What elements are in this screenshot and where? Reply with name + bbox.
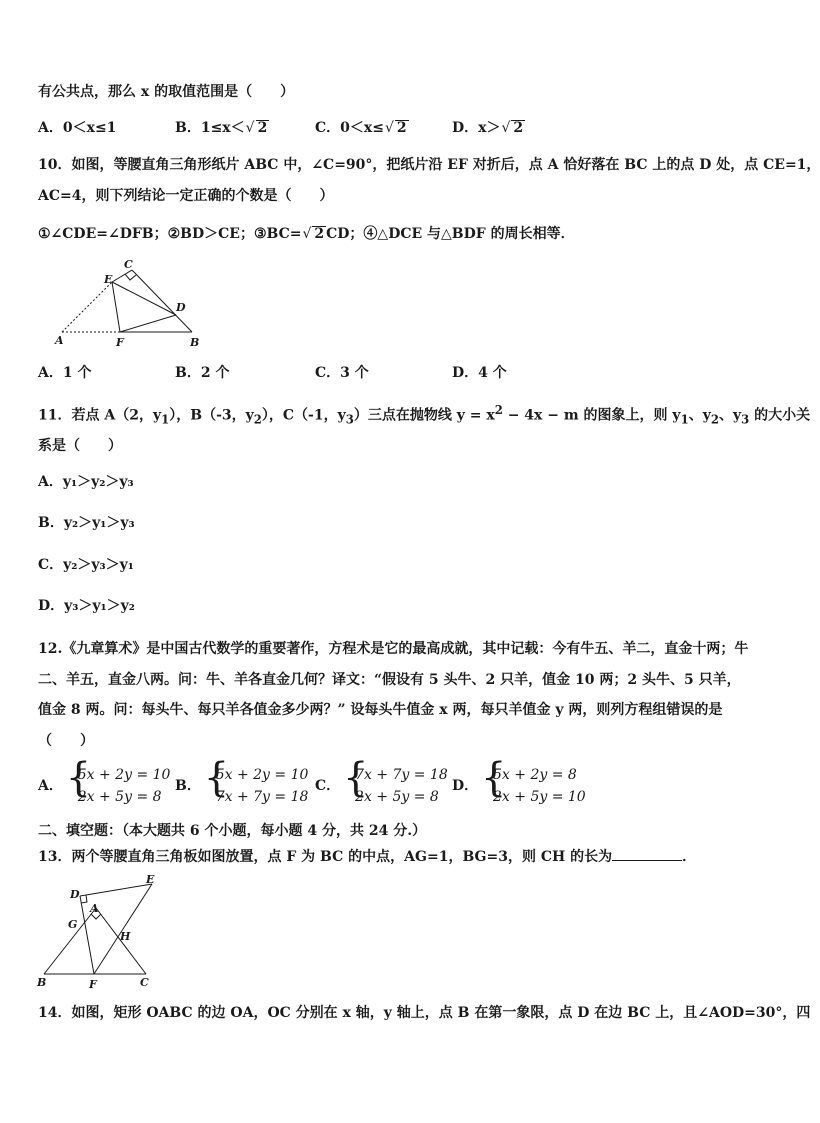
label-f: F — [116, 336, 124, 349]
label-f: F — [89, 978, 97, 991]
equation: 2x + 5y = 8 — [355, 789, 439, 805]
sqrt-symbol: √ — [501, 120, 511, 136]
label-d: D — [70, 888, 80, 901]
q9-option-d-radicand: 2 — [513, 120, 524, 136]
label-c: C — [124, 258, 133, 271]
label-e: E — [104, 273, 113, 286]
label-a: A — [55, 334, 64, 347]
q12-option-a-system — [68, 764, 171, 808]
q11-text-2: ），B（-3，y — [169, 407, 254, 424]
q12-line-3: 值金 8 两。问：每头牛、每只羊各值金多少两？” 设每头牛值金 x 两，每只羊值金 y 两，则列方程组错误的是 — [38, 702, 723, 718]
answer-blank[interactable] — [612, 846, 682, 861]
label-c: C — [140, 976, 149, 989]
segment-de — [80, 884, 152, 896]
q10-line-2: AC=4，则下列结论一定正确的个数是（ ） — [38, 188, 334, 204]
q12-line-4: （ ） — [38, 733, 94, 749]
q11-line-1 — [38, 400, 810, 429]
segment-fd — [120, 315, 176, 332]
equation: 7x + 7y = 18 — [215, 789, 309, 805]
q11-line-2: 系是（ ） — [38, 438, 122, 454]
q11-sub: 3 — [741, 412, 750, 427]
q9-option-b — [175, 118, 269, 138]
q12-option-b-label: B． — [175, 778, 201, 794]
sqrt-symbol: √ — [302, 226, 312, 242]
q13-end: ． — [682, 849, 697, 865]
equation: { 7x + 7y = 18 — [355, 767, 448, 783]
q9-option-c-text: C．0＜x≤ — [315, 120, 384, 136]
q9-option-a: A．0＜x≤1 — [38, 120, 117, 136]
q10-line-3-post: CD；④△DCE 与△BDF 的周长相等． — [326, 226, 575, 242]
q12-option-a-label: A． — [38, 778, 63, 794]
q12-option-d-system — [483, 764, 586, 808]
label-e: E — [146, 873, 155, 886]
q11-sub: 1 — [161, 412, 170, 427]
section-heading-fill-in: 二、填空题：（本大题共 6 个小题，每小题 4 分，共 24 分.） — [38, 823, 427, 839]
q11-sub: 2 — [710, 412, 719, 427]
q12-line-1: 12.《九章算术》是中国古代数学的重要著作，方程术是它的最高成就，其中记载：今有牛五、羊二，直金十两；牛 — [38, 641, 749, 657]
fold-line-ea — [62, 282, 112, 332]
q12-line-2: 二、羊五，直金八两。问：牛、羊各直金几何？译文：“假设有 5 头牛、2 只羊，值金 10 两；2 头牛、5 只羊， — [38, 672, 741, 688]
q14-line-1: 14．如图，矩形 OABC 的边 OA，OC 分别在 x 轴，y 轴上，点 B 在第一象限，点 D 在边 BC 上，且∠AOD=30°，四 — [38, 1005, 811, 1021]
equation: { 5x + 2y = 10 — [215, 767, 309, 783]
q9-option-d — [452, 118, 525, 138]
q10-line-3-pre: ①∠CDE=∠DFB；②BD＞CE；③BC= — [38, 226, 302, 242]
side-ec — [112, 270, 132, 282]
q11-text-5: − 4x − m 的图象上，则 y — [502, 407, 681, 424]
q11-text-3: ），C（-1，y — [261, 407, 346, 424]
label-a: A — [90, 902, 99, 915]
sqrt-symbol: √ — [245, 120, 255, 136]
label-b: B — [37, 976, 47, 989]
q10-line-3 — [38, 224, 575, 244]
q12-option-a — [38, 764, 170, 808]
q13-text: 13．两个等腰直角三角板如图放置，点 F 为 BC 的中点，AG=1，BG=3，则 CH 的长为 — [38, 849, 613, 865]
q11-text-8: 的大小关 — [749, 407, 811, 424]
q9-option-c — [315, 118, 409, 138]
q13-line — [38, 846, 696, 867]
q11-sub: 2 — [253, 412, 262, 427]
q12-option-d — [452, 764, 586, 808]
label-b: B — [190, 336, 200, 349]
q9-option-d-text: D．x＞ — [452, 120, 501, 136]
q10-option-a: A．1 个 — [38, 365, 92, 381]
q11-option-b: B．y₂＞y₁＞y₃ — [38, 515, 135, 531]
q12-option-c — [315, 764, 448, 808]
q11-option-d: D．y₃＞y₁＞y₂ — [38, 598, 135, 614]
q9-continuation: 有公共点，那么 x 的取值范围是（ ） — [38, 84, 295, 100]
q10-line-1: 10．如图，等腰直角三角形纸片 ABC 中，∠C=90°，把纸片沿 EF 对折后，点 A 恰好落在 BC 上的点 D 处，点 CE=1， — [38, 157, 820, 173]
q11-option-c: C．y₂＞y₃＞y₁ — [38, 557, 134, 573]
equation: { 5x + 2y = 8 — [493, 767, 577, 783]
q11-sub: 1 — [680, 412, 689, 427]
q12-option-c-system — [345, 764, 448, 808]
q9-option-b-radicand: 2 — [257, 120, 268, 136]
label-g: G — [68, 918, 78, 931]
segment-ed — [112, 282, 176, 315]
right-angle-mark-d — [81, 895, 87, 903]
q9-option-c-radicand: 2 — [396, 120, 407, 136]
q10-option-c: C．3 个 — [315, 365, 369, 381]
segment-ef — [94, 884, 152, 974]
q10-option-b: B．2 个 — [175, 365, 230, 381]
equation: 2x + 5y = 10 — [493, 789, 586, 805]
q12-option-c-label: C． — [315, 778, 341, 794]
q9-option-b-text: B．1≤x＜ — [175, 120, 245, 136]
equation: { 5x + 2y = 10 — [77, 767, 171, 783]
q11-text-4: ）三点在抛物线 y = x — [353, 407, 495, 424]
q12-option-b — [175, 764, 308, 808]
q10-option-d: D．4 个 — [452, 365, 507, 381]
q11-text-6: 、y — [688, 407, 711, 424]
q11-option-a: A．y₁＞y₂＞y₃ — [38, 474, 134, 490]
label-h: H — [120, 930, 131, 943]
q11-sub: 3 — [345, 412, 354, 427]
q12-option-d-label: D． — [452, 778, 479, 794]
label-d: D — [176, 301, 186, 314]
q12-option-b-system — [206, 764, 309, 808]
crease-ef — [112, 282, 120, 332]
q13-set-squares-figure — [34, 872, 164, 990]
q11-text-7: 、y — [718, 407, 742, 424]
sqrt-symbol: √ — [384, 120, 394, 136]
right-angle-mark — [125, 274, 136, 280]
q11-sup: 2 — [494, 403, 503, 417]
q10-line-3-radicand: 2 — [314, 226, 325, 242]
q10-triangle-figure — [52, 258, 212, 350]
q11-text-1: 11．若点 A（2，y — [38, 407, 162, 424]
equation: 2x + 5y = 8 — [77, 789, 162, 805]
